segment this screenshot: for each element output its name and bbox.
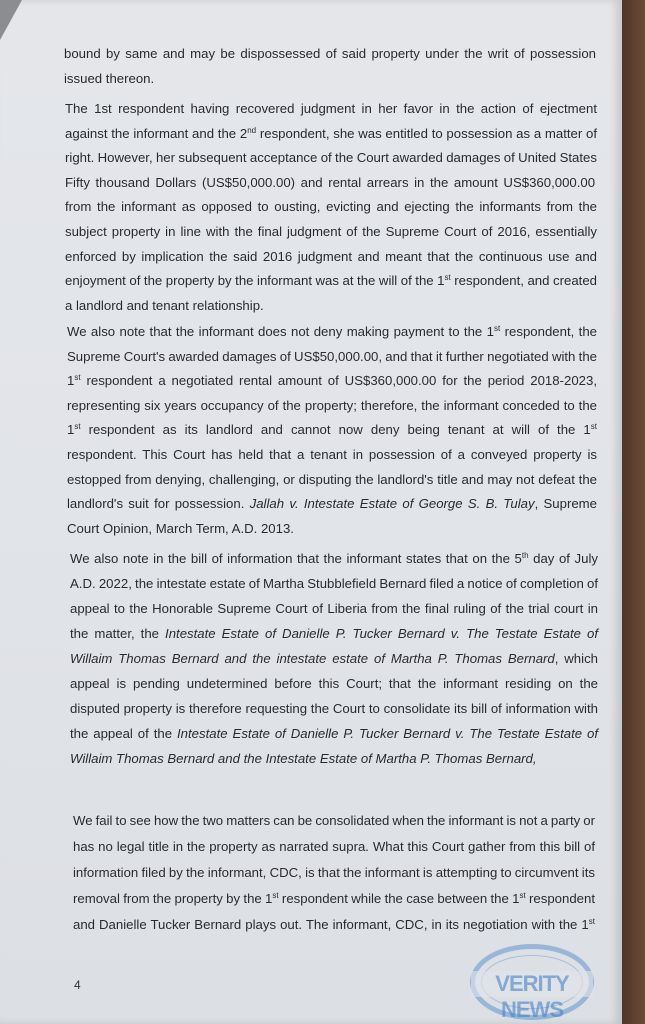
text-line: against the informant and the 2nd respondent, she was entitled to possession as a matter of bbox=[65, 125, 597, 141]
text-line: We also note that the informant does not deny making payment to the 1st respondent, the bbox=[67, 324, 597, 339]
ordinal-superscript: st bbox=[74, 373, 81, 383]
text-line: the appeal of the Intestate Estate of Danielle P. Tucker Bernard v. The Testate Estate of bbox=[70, 726, 599, 741]
text-line: the matter, the Intestate Estate of Danielle P. Tucker Bernard v. The Testate Estate of bbox=[70, 626, 598, 641]
text-line: has no legal title in the property as narrated supra. What this Court gather from this bill of bbox=[73, 839, 595, 854]
ordinal-superscript: st bbox=[494, 324, 501, 333]
case-citation: Jallah v. Intestate Estate of George S. B. Tulay bbox=[249, 496, 535, 512]
watermark-ring bbox=[481, 955, 583, 1009]
case-citation: Willaim Thomas Bernard and the intestate estate of Martha P. Thomas Bernard bbox=[70, 651, 555, 666]
verity-news-watermark bbox=[470, 944, 594, 1020]
case-citation: Willaim Thomas Bernard and the Intestate Estate of Martha P. Thomas Bernard, bbox=[70, 751, 537, 766]
paragraph-1 bbox=[64, 42, 596, 91]
case-citation: Intestate Estate of Danielle P. Tucker Bernard v. The Testate Estate of bbox=[177, 726, 599, 741]
text-line: representing six years occupancy of the property; therefore, the informant conceded to the bbox=[67, 397, 597, 413]
text-line: estopped from denying, challenging, or disputing the landlord's title and may not defeat the bbox=[67, 471, 597, 487]
text-line: Willaim Thomas Bernard and the intestate estate of Martha P. Thomas Bernard, which bbox=[70, 651, 598, 666]
text-line: enjoyment of the property by the informant was at the will of the 1st respondent, and created bbox=[65, 273, 597, 289]
text-line: Supreme Court's awarded damages of US$50,000.00, and that it further negotiated with the bbox=[67, 348, 597, 364]
text-line: disputed property is therefore requesting the Court to consolidate its bill of information with bbox=[70, 701, 598, 716]
text-line: information filed by the informant, CDC, is that the informant is attempting to circumvent its bbox=[73, 865, 595, 880]
ordinal-superscript: st bbox=[590, 422, 597, 432]
text-line: Court Opinion, March Term, A.D. 2013. bbox=[67, 520, 294, 536]
text-line: We also note in the bill of information that the informant states that on the 5th day of July bbox=[70, 551, 598, 566]
text-line: respondent. This Court has held that a tenant in possession of a conveyed property is bbox=[67, 446, 597, 462]
ordinal-superscript: st bbox=[272, 891, 279, 900]
text-line bbox=[70, 746, 598, 771]
ordinal-superscript: st bbox=[444, 273, 451, 283]
case-citation: Intestate Estate of Danielle P. Tucker Bernard v. The Testate Estate of bbox=[165, 626, 598, 641]
ordinal-superscript: th bbox=[521, 551, 529, 560]
ordinal-superscript: st bbox=[74, 422, 81, 432]
paragraph-2 bbox=[65, 97, 597, 318]
page-number: 4 bbox=[74, 978, 81, 992]
text-line: from the informant as opposed to ousting, evicting and ejecting the informants from the bbox=[65, 199, 597, 215]
text-line: and Danielle Tucker Bernard plays out. The informant, CDC, in its negotiation with the 1st bbox=[73, 917, 595, 932]
page-corner-shadow bbox=[0, 0, 22, 40]
paragraph-5 bbox=[73, 808, 595, 938]
text-line: a landlord and tenant relationship. bbox=[65, 297, 264, 313]
text-line: 1st respondent a negotiated rental amount of US$360,000.00 for the period 2018-2023, bbox=[67, 373, 597, 389]
text-line: subject property in line with the final judgment of the Supreme Court of 2016, essentially bbox=[65, 223, 597, 239]
text-line: A.D. 2022, the intestate estate of Martha Stubblefield Bernard filed a notice of completion of bbox=[70, 576, 598, 591]
text-line: appeal is pending undetermined before this Court; that the informant residing on the bbox=[70, 676, 598, 691]
watermark-text: VERITY NEWS bbox=[471, 971, 593, 997]
ordinal-superscript: st bbox=[519, 891, 526, 900]
text-line: We fail to see how the two matters can be consolidated when the informant is not a party or bbox=[73, 813, 595, 828]
text-line: Fifty thousand Dollars (US$50,000.00) and rental arrears in the amount US$360,000.00 bbox=[65, 174, 596, 190]
text-line: enforced by implication the said 2016 judgment and meant that the continuous use and bbox=[65, 248, 597, 264]
text-line: removal from the property by the 1st respondent while the case between the 1st respondent bbox=[73, 891, 596, 906]
text-line: 1st respondent as its landlord and cannot now deny being tenant at will of the 1st bbox=[67, 422, 597, 438]
text-line: landlord's suit for possession. Jallah v. Intestate Estate of George S. B. Tulay, Supreme bbox=[67, 496, 597, 512]
ordinal-superscript: st bbox=[588, 917, 595, 926]
text-line: issued thereon. bbox=[64, 70, 155, 86]
text-line: right. However, her subsequent acceptance of the Court awarded damages of United States bbox=[65, 150, 597, 166]
text-line: bound by same and may be dispossessed of said property under the writ of possession bbox=[64, 46, 596, 61]
paragraph-3 bbox=[67, 320, 597, 541]
text-line: The 1st respondent having recovered judgment in her favor in the action of ejectment bbox=[65, 101, 597, 116]
text-line: appeal to the Honorable Supreme Court of Liberia from the final ruling of the trial court in bbox=[70, 601, 598, 616]
paragraph-4 bbox=[70, 546, 598, 771]
ordinal-superscript: nd bbox=[247, 125, 257, 135]
